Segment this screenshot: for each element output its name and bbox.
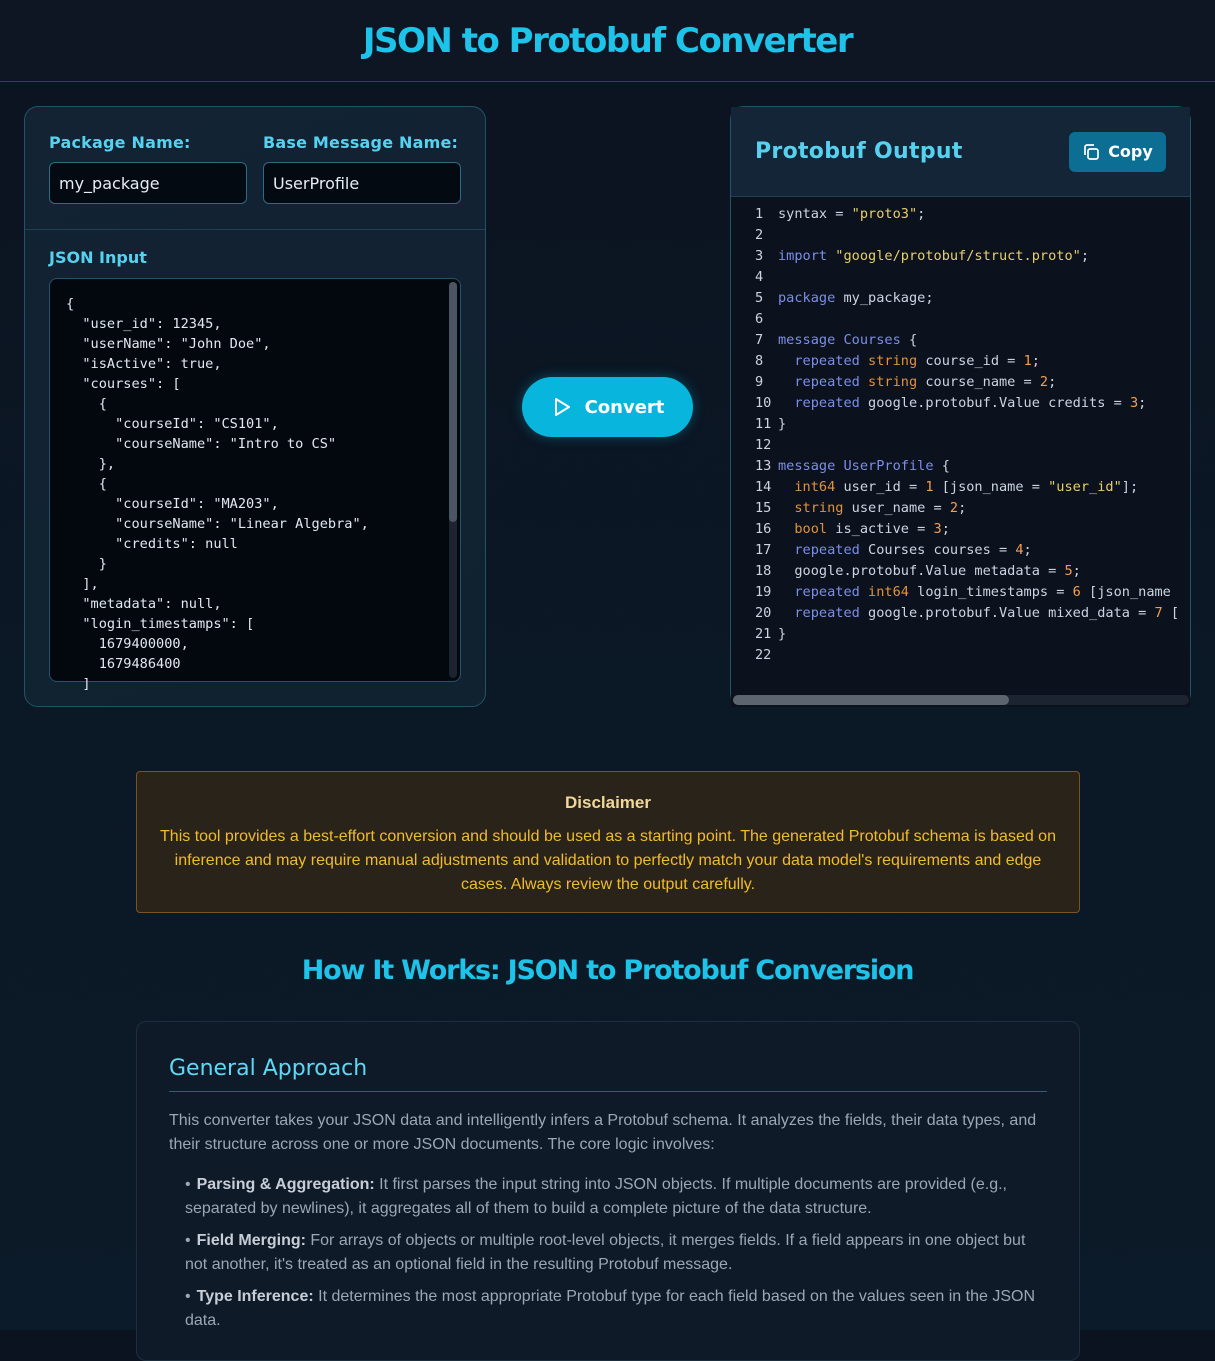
line-number: 2 — [755, 227, 764, 243]
code-line — [731, 351, 1190, 372]
line-content: } — [778, 416, 787, 432]
output-panel — [730, 106, 1191, 707]
code-line — [731, 309, 1190, 330]
list-item-term: Parsing & Aggregation: — [196, 1176, 375, 1193]
code-line — [731, 288, 1190, 309]
code-line — [731, 498, 1190, 519]
code-lines — [731, 204, 1190, 666]
code-line — [731, 477, 1190, 498]
line-content: } — [778, 626, 787, 642]
list-item-term: Type Inference: — [196, 1288, 314, 1305]
code-line — [731, 519, 1190, 540]
code-line — [731, 582, 1190, 603]
line-number: 16 — [755, 521, 772, 537]
line-number: 13 — [755, 458, 772, 474]
input-panel — [24, 106, 486, 707]
line-content: repeated google.protobuf.Value credits = 3; — [794, 395, 1147, 411]
line-number: 5 — [755, 290, 764, 306]
line-number: 1 — [755, 206, 764, 222]
line-content — [773, 645, 778, 666]
code-line — [731, 561, 1190, 582]
line-content: repeated Courses courses = 4; — [794, 542, 1032, 558]
line-content: int64 user_id = 1 [json_name = "user_id"]; — [794, 479, 1139, 495]
code-line — [731, 372, 1190, 393]
line-content: syntax = "proto3"; — [778, 206, 926, 222]
line-number: 8 — [755, 353, 764, 369]
copy-icon — [1082, 143, 1100, 161]
base-message-group — [263, 133, 461, 229]
list-item-text: For arrays of objects or multiple root-level objects, it merges fields. If a field appears in one object but not another, it's treated as an optional field in the resulting Protobuf message. — [185, 1232, 1026, 1273]
line-number: 20 — [755, 605, 772, 621]
package-name-label: Package Name: — [49, 133, 191, 152]
line-content: import "google/protobuf/struct.proto"; — [778, 248, 1090, 264]
convert-button-label: Convert — [584, 396, 665, 418]
json-scrollbar[interactable] — [449, 282, 457, 678]
line-content — [773, 435, 778, 456]
protobuf-output-code[interactable] — [731, 197, 1190, 707]
code-line — [731, 267, 1190, 288]
line-content: repeated string course_id = 1; — [794, 353, 1040, 369]
code-line — [731, 330, 1190, 351]
code-line — [731, 225, 1190, 246]
section-title: General Approach — [169, 1056, 1047, 1092]
base-message-label: Base Message Name: — [263, 133, 459, 152]
how-it-works-title: How It Works: JSON to Protobuf Conversion — [301, 955, 914, 986]
list-item: • Parsing & Aggregation: It first parses the input string into JSON objects. If multiple documents are provided (e.g., separated by newlines), it aggregates all of them to build a complete picture of the data structure. — [185, 1176, 1007, 1217]
line-content: repeated string course_name = 2; — [794, 374, 1057, 390]
list-item: • Field Merging: For arrays of objects or multiple root-level objects, it merges fields. If a field appears in one object but not another, it's treated as an optional field in the resulting Protobuf message. — [185, 1232, 1026, 1273]
section-intro: This converter takes your JSON data and intelligently infers a Protobuf schema. It analyzes the fields, their data types, and their structure across one or more JSON documents. The core logic involves: — [169, 1112, 1037, 1153]
line-content: message UserProfile { — [778, 458, 950, 474]
line-number: 7 — [755, 332, 764, 348]
line-number: 19 — [755, 584, 772, 600]
line-content: bool is_active = 3; — [794, 521, 950, 537]
line-number: 10 — [755, 395, 772, 411]
line-number: 11 — [755, 416, 772, 432]
code-line — [731, 393, 1190, 414]
output-horizontal-scrollbar[interactable] — [733, 695, 1189, 705]
line-content: repeated google.protobuf.Value mixed_data = 7 [ — [794, 605, 1180, 621]
line-number: 18 — [755, 563, 772, 579]
list-item: • Type Inference: It determines the most appropriate Protobuf type for each field based on the values seen in the JSON data. — [185, 1288, 1035, 1329]
code-line — [731, 204, 1190, 225]
approach-list — [169, 1173, 1047, 1333]
line-content — [773, 225, 778, 246]
line-content: package my_package; — [778, 290, 934, 306]
list-item-text: It determines the most appropriate Protobuf type for each field based on the values seen in the JSON data. — [185, 1288, 1035, 1329]
line-number: 21 — [755, 626, 772, 642]
list-item-term: Field Merging: — [196, 1232, 306, 1249]
output-header — [731, 107, 1190, 197]
copy-button[interactable] — [1069, 132, 1166, 172]
code-line — [731, 414, 1190, 435]
line-number: 4 — [755, 269, 764, 285]
line-number: 6 — [755, 311, 764, 327]
code-line — [731, 540, 1190, 561]
code-line — [731, 246, 1190, 267]
line-content — [773, 267, 778, 288]
json-input-text[interactable]: { "user_id": 12345, "userName": "John Doe", "isActive": true, "courses": [ { "courseId": "CS101", "courseName": "Intro to CS" }, { "courseId": "MA203", "courseName": "Linear Algebra", "credits": null } ], "metadata": null, "login_timestamps": [ 1679400000, 1679486400 ] — [66, 296, 369, 692]
disclaimer-box — [136, 771, 1080, 913]
code-line — [731, 435, 1190, 456]
code-line — [731, 603, 1190, 624]
output-scrollbar-thumb[interactable] — [733, 695, 1009, 705]
play-icon — [551, 396, 573, 418]
disclaimer-title: Disclaimer — [565, 793, 651, 812]
line-number: 14 — [755, 479, 772, 495]
copy-button-label: Copy — [1108, 142, 1153, 161]
how-it-works-card — [136, 1021, 1080, 1361]
json-input-label: JSON Input — [49, 248, 147, 267]
package-name-input[interactable]: my_package — [49, 162, 247, 204]
line-number: 22 — [755, 647, 772, 663]
code-line — [731, 645, 1190, 666]
line-number: 3 — [755, 248, 764, 264]
line-content: string user_name = 2; — [794, 500, 967, 516]
page-title: JSON to Protobuf Converter — [362, 20, 853, 61]
line-number: 9 — [755, 374, 764, 390]
code-line — [731, 456, 1190, 477]
line-content: message Courses { — [778, 332, 918, 348]
json-input-textarea[interactable] — [49, 278, 461, 692]
line-number: 17 — [755, 542, 772, 558]
app-header — [0, 0, 1215, 82]
package-name-group — [49, 133, 247, 229]
name-fields — [25, 107, 485, 230]
output-title: Protobuf Output — [755, 139, 963, 164]
line-number: 12 — [755, 437, 772, 453]
list-item-text: It first parses the input string into JSON objects. If multiple documents are provided (e.g., separated by newlines), it aggregates all of them to build a complete picture of the data structure. — [185, 1176, 1007, 1217]
line-content — [773, 309, 778, 330]
disclaimer-text: This tool provides a best-effort conversion and should be used as a starting point. The generated Protobuf schema is based on inference and may require manual adjustments and validation to perfectly match your data model's requirements and edge cases. Always review the output carefully. — [160, 828, 1056, 893]
code-line — [731, 624, 1190, 645]
line-number: 15 — [755, 500, 772, 516]
convert-button[interactable] — [522, 377, 693, 437]
line-content: repeated int64 login_timestamps = 6 [json_name — [794, 584, 1171, 600]
line-content: google.protobuf.Value metadata = 5; — [778, 563, 1081, 579]
base-message-input[interactable]: UserProfile — [263, 162, 461, 204]
json-scrollbar-thumb[interactable] — [449, 282, 457, 522]
